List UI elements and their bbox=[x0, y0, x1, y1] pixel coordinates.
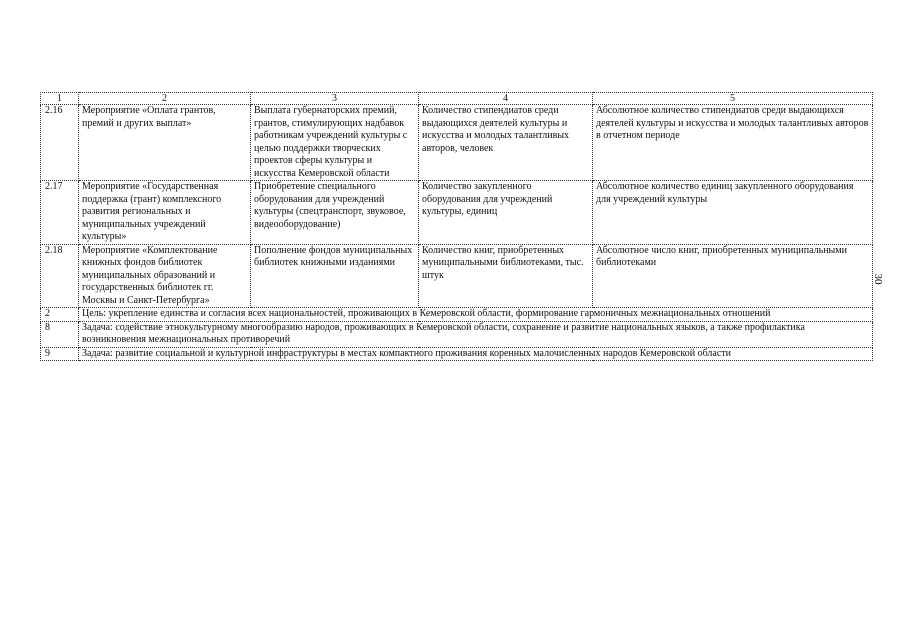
program-measures-table bbox=[40, 92, 873, 361]
row-number: 2.17 bbox=[41, 181, 79, 245]
row-number: 8 bbox=[41, 321, 79, 347]
task-row bbox=[41, 347, 873, 361]
header-cell: 5 bbox=[593, 93, 873, 105]
measure-description-cell: Выплата губернаторских премий, грантов, стимулирующих надбавок работникам учреждений культуры с целью поддержки творческих проектов сферы культуры и искусства Кемеровской области bbox=[251, 105, 419, 181]
calculation-method-cell: Абсолютное количество стипендиатов среди выдающихся деятелей культуры и искусства и молодых талантливых авторов в отчетном периоде bbox=[593, 105, 873, 181]
measure-name-cell: Мероприятие «Оплата грантов, премий и других выплат» bbox=[79, 105, 251, 181]
header-cell: 1 bbox=[41, 93, 79, 105]
header-cell: 3 bbox=[251, 93, 419, 105]
row-number: 9 bbox=[41, 347, 79, 361]
task-row bbox=[41, 321, 873, 347]
measure-description-cell: Пополнение фондов муниципальных библиотек книжными изданиями bbox=[251, 244, 419, 308]
row-number: 2 bbox=[41, 308, 79, 322]
calculation-method-cell: Абсолютное количество единиц закупленного оборудования для учреждений культуры bbox=[593, 181, 873, 245]
header-cell: 4 bbox=[419, 93, 593, 105]
measure-name-cell: Мероприятие «Комплектование книжных фондов библиотек муниципальных образований и государственных библиотек гг. Москвы и Санкт-Петербурга» bbox=[79, 244, 251, 308]
row-number: 2.16 bbox=[41, 105, 79, 181]
table-header-row bbox=[41, 93, 873, 105]
measure-description-cell: Приобретение специального оборудования для учреждений культуры (спецтранспорт, звуковое, видеооборудование) bbox=[251, 181, 419, 245]
indicator-cell: Количество книг, приобретенных муниципальными библиотеками, тыс. штук bbox=[419, 244, 593, 308]
task-text-cell: Задача: содействие этнокультурному многообразию народов, проживающих в Кемеровской области, сохранение и развитие национальных языков, а также профилактика возникновения межнациональных противоречий bbox=[79, 321, 873, 347]
goal-row bbox=[41, 308, 873, 322]
indicator-cell: Количество закупленного оборудования для учреждений культуры, единиц bbox=[419, 181, 593, 245]
table-row bbox=[41, 244, 873, 308]
page-number: 30 bbox=[872, 273, 884, 285]
indicator-cell: Количество стипендиатов среди выдающихся деятелей культуры и искусства и молодых талантливых авторов, человек bbox=[419, 105, 593, 181]
task-text-cell: Задача: развитие социальной и культурной инфраструктуры в местах компактного проживания коренных малочисленных народов Кемеровской области bbox=[79, 347, 873, 361]
calculation-method-cell: Абсолютное число книг, приобретенных муниципальными библиотеками bbox=[593, 244, 873, 308]
measure-name-cell: Мероприятие «Государственная поддержка (грант) комплексного развития региональных и муниципальных учреждений культуры» bbox=[79, 181, 251, 245]
goal-text-cell: Цель: укрепление единства и согласия всех национальностей, проживающих в Кемеровской области, формирование гармоничных межнациональных отношений bbox=[79, 308, 873, 322]
table-row bbox=[41, 105, 873, 181]
header-cell: 2 bbox=[79, 93, 251, 105]
row-number: 2.18 bbox=[41, 244, 79, 308]
table-row bbox=[41, 181, 873, 245]
